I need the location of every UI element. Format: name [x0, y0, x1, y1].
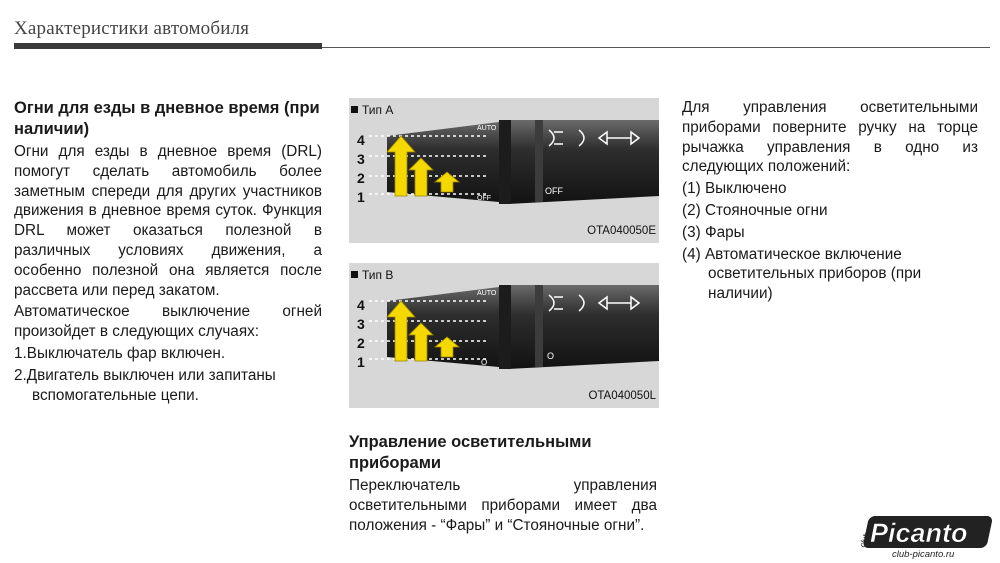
position-list-item: (2) Стояночные огни [682, 201, 828, 219]
svg-text:Picanto: Picanto [870, 518, 968, 548]
drl-list-item: 2.Двигатель выключен или запитаны вспомогательные цепи. [14, 366, 276, 404]
position-label: 4 [357, 132, 365, 148]
drl-section [14, 98, 322, 405]
position-label: 2 [357, 170, 365, 186]
lighting-control-paragraph: Переключатель управления осветительными приборами имеет два положения - “Фары” и “Стояночные огни”. [349, 477, 657, 534]
lighting-positions-paragraph: Для управления осветительными приборами поверните ручку на торце рычажка управления в одно из следующих положений: [682, 99, 978, 176]
svg-text:OFF: OFF [477, 195, 491, 202]
header-rule [14, 43, 322, 49]
position-list-item: (1) Выключено [682, 180, 787, 198]
svg-text:club: club [857, 531, 872, 549]
page-header-title: Характеристики автомобиля [14, 18, 250, 39]
position-label: 3 [357, 151, 365, 167]
figure-label: Тип B [351, 268, 393, 282]
position-list-item: (4) Автоматическое включение осветительных приборов (при наличии) [682, 245, 922, 303]
position-label: 3 [357, 316, 365, 332]
drl-auto-off-paragraph: Автоматическое выключение огней произойдет в следующих случаях: [14, 303, 322, 341]
figure-code: OTA040050E [587, 225, 656, 237]
light-switch-stalk-image [349, 118, 659, 210]
figure-label: Тип A [351, 103, 393, 117]
svg-text:club-picanto.ru: club-picanto.ru [892, 549, 955, 560]
lighting-positions-section [682, 98, 978, 304]
svg-text:AUTO: AUTO [477, 290, 497, 297]
light-switch-stalk-image [349, 283, 659, 375]
svg-text:OFF: OFF [545, 186, 563, 196]
position-list-item: (3) Фары [682, 223, 745, 241]
picanto-club-logo [852, 512, 998, 560]
page-header [14, 18, 990, 54]
svg-text:O: O [481, 358, 488, 367]
figure-type-a [349, 98, 659, 243]
figure-type-b [349, 263, 659, 408]
position-label: 2 [357, 335, 365, 351]
figure-code: OTA040050L [588, 390, 656, 402]
drl-list-item: 1.Выключатель фар включен. [14, 344, 226, 362]
lighting-control-section [349, 432, 657, 535]
lighting-control-heading: Управление осветительными приборами [349, 433, 592, 472]
svg-text:AUTO: AUTO [477, 125, 497, 132]
position-label: 4 [357, 297, 365, 313]
position-label: 1 [357, 189, 365, 205]
drl-heading: Огни для езды в дневное время (при наличии) [14, 99, 320, 138]
drl-paragraph: Огни для езды в дневное время (DRL) помогут сделать автомобиль более заметным спереди для других участников движения в дневное время суток. Функция DRL может оказаться полезной в различных условиях движения, а особенно полезной она является после рассвета или перед закатом. [14, 143, 322, 299]
header-rule-line [322, 47, 990, 48]
svg-text:O: O [547, 351, 555, 361]
position-label: 1 [357, 354, 365, 370]
